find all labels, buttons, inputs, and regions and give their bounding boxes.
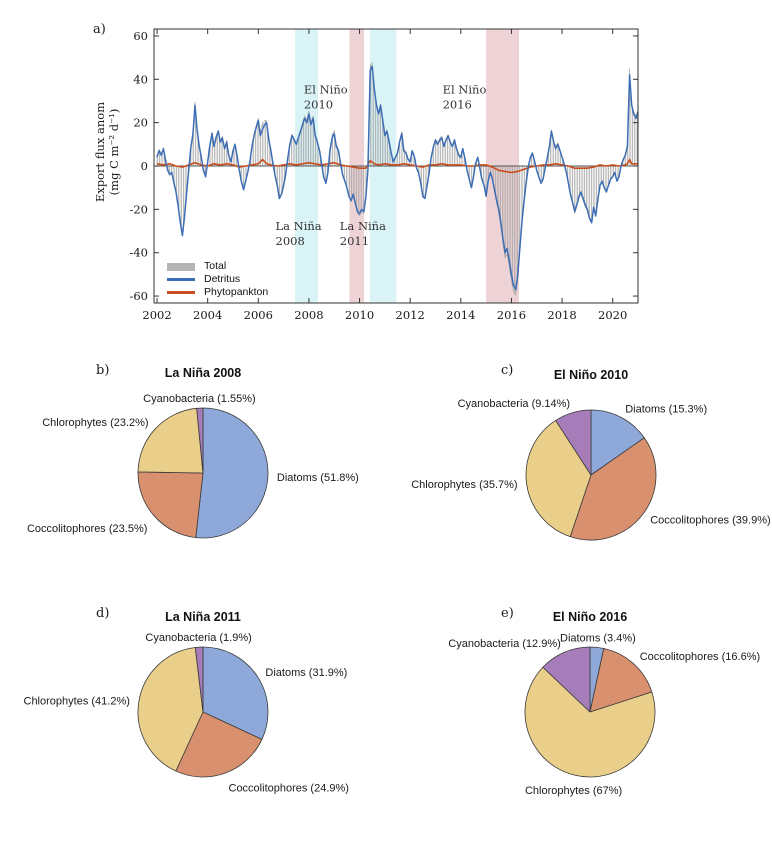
y-tick-label: 60 bbox=[133, 28, 148, 43]
pie-label-coccolitophores: Coccolitophores (24.9%) bbox=[228, 782, 349, 795]
legend-label-total: Total bbox=[204, 260, 227, 272]
pie-label-coccolitophores: Coccolitophores (16.6%) bbox=[639, 651, 761, 664]
pie-label-cyanobacteria: Cyanobacteria (1.55%) bbox=[143, 393, 256, 406]
pie-label-diatoms: Diatoms (51.8%) bbox=[276, 472, 359, 485]
legend-item-detritus bbox=[167, 273, 268, 286]
pie-b bbox=[27, 393, 359, 538]
pie-label-cyanobacteria: Cyanobacteria (9.14%) bbox=[457, 398, 571, 410]
y-axis-label-line1: Export flux anom bbox=[93, 101, 107, 203]
x-tick-label: 2002 bbox=[142, 308, 172, 322]
annotation-la-niña-2008: La Niña 2008 bbox=[275, 219, 322, 249]
pie-title-la-nina-2008: La Niña 2008 bbox=[164, 366, 242, 380]
x-tick-label: 2016 bbox=[496, 308, 527, 322]
legend bbox=[167, 260, 268, 299]
pie-label-chlorophytes: Chlorophytes (23.2%) bbox=[42, 416, 149, 429]
pie-label-diatoms: Diatoms (15.3%) bbox=[625, 403, 708, 416]
pie-title-el-nino-2016: El Niño 2016 bbox=[552, 610, 628, 624]
x-tick-label: 2018 bbox=[547, 308, 577, 322]
y-tick-label: 40 bbox=[133, 72, 148, 87]
pie-e bbox=[448, 632, 760, 797]
panel-label-e: e) bbox=[501, 606, 514, 621]
y-tick-label: -20 bbox=[129, 202, 148, 217]
panel-label-a: a) bbox=[93, 22, 106, 37]
legend-item-phytoplankton bbox=[167, 286, 268, 299]
x-tick-label: 2006 bbox=[243, 308, 273, 322]
y-axis-label bbox=[93, 52, 121, 252]
panel-label-d: d) bbox=[96, 606, 110, 621]
legend-label-phytoplankton: Phytopankton bbox=[204, 286, 269, 298]
total-area-swatch bbox=[167, 263, 195, 271]
pie-c bbox=[411, 398, 770, 540]
legend-item-total bbox=[167, 260, 268, 273]
annotation-la-niña-2011: La Niña 2011 bbox=[339, 219, 386, 249]
y-tick-label: 0 bbox=[140, 159, 148, 173]
y-tick-label: 20 bbox=[133, 115, 148, 130]
y-tick-label: -60 bbox=[129, 289, 148, 304]
pie-d bbox=[24, 632, 349, 794]
pie-label-cyanobacteria: Cyanobacteria (12.9%) bbox=[448, 638, 561, 650]
x-tick-label: 2008 bbox=[294, 308, 324, 322]
detritus-line-swatch bbox=[167, 278, 195, 280]
pie-label-diatoms: Diatoms (31.9%) bbox=[265, 667, 348, 680]
pie-label-cyanobacteria: Cyanobacteria (1.9%) bbox=[145, 632, 252, 645]
x-tick-label: 2014 bbox=[446, 308, 476, 322]
pie-slice-diatoms bbox=[196, 408, 268, 538]
pie-label-chlorophytes: Chlorophytes (35.7%) bbox=[411, 479, 518, 492]
annotation-el-niño-2016: El Niño 2016 bbox=[442, 82, 487, 112]
legend-label-detritus: Detritus bbox=[204, 273, 241, 285]
panel-label-c: c) bbox=[501, 363, 514, 378]
x-tick-label: 2020 bbox=[598, 308, 628, 322]
pie-title-la-nina-2011: La Niña 2011 bbox=[165, 610, 241, 624]
detritus-line-series bbox=[157, 66, 638, 289]
panel-label-b: b) bbox=[96, 363, 110, 378]
pie-title-el-nino-2010: El Niño 2010 bbox=[553, 368, 629, 382]
x-tick-label: 2004 bbox=[193, 308, 223, 322]
pie-label-chlorophytes: Chlorophytes (41.2%) bbox=[23, 695, 130, 708]
y-tick-label: -40 bbox=[129, 245, 148, 260]
pie-label-coccolitophores: Coccolitophores (39.9%) bbox=[650, 514, 771, 527]
pie-label-coccolitophores: Coccolitophores (23.5%) bbox=[26, 522, 148, 535]
pie-label-diatoms: Diatoms (3.4%) bbox=[560, 632, 636, 645]
x-tick-label: 2010 bbox=[344, 308, 375, 322]
pie-label-chlorophytes: Chlorophytes (67%) bbox=[524, 785, 623, 798]
phytoplankton-line-swatch bbox=[167, 291, 195, 293]
annotation-el-niño-2010: El Niño 2010 bbox=[303, 82, 348, 112]
x-tick-label: 2012 bbox=[395, 308, 425, 322]
pie-slice-coccolitophores bbox=[138, 472, 203, 538]
y-axis-label-line2: (mg C m⁻² d⁻¹) bbox=[107, 108, 121, 196]
